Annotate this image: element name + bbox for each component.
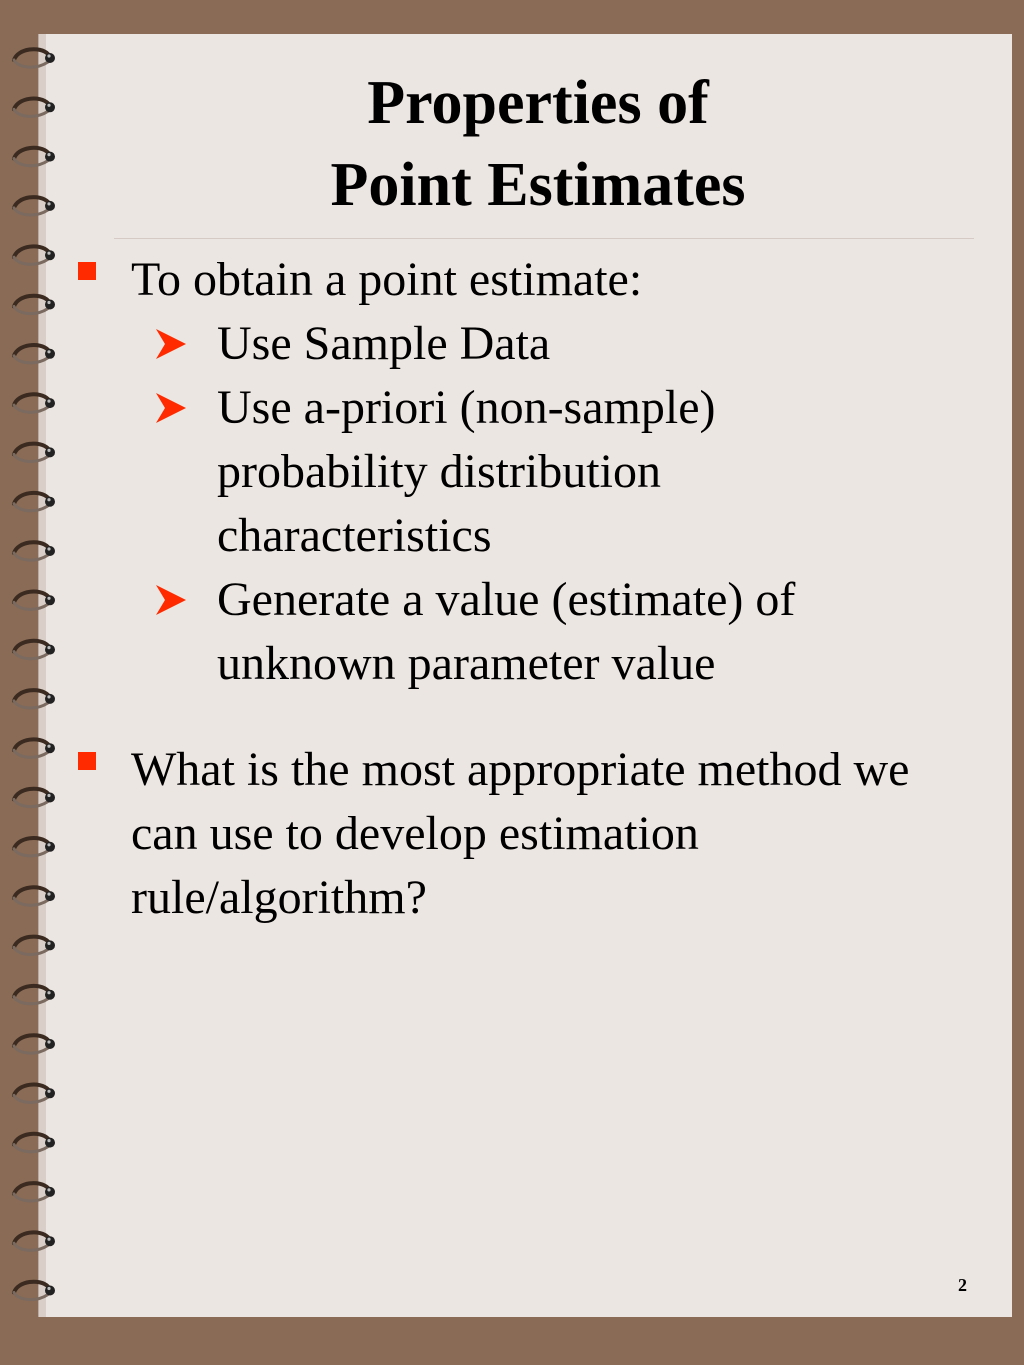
spiral-ring-icon: [14, 148, 55, 166]
spiral-ring-icon: [14, 1232, 55, 1250]
arrowhead-bullet-icon: [154, 327, 188, 361]
square-bullet-icon: [78, 262, 96, 280]
spiral-ring-icon: [14, 789, 55, 807]
spiral-ring-icon: [14, 838, 55, 856]
title-line-1: Properties of: [367, 69, 709, 137]
arrowhead-bullet-icon: [154, 583, 188, 617]
sub-item-1-line-1: Use Sample Data: [217, 317, 551, 370]
spiral-ring-icon: [14, 739, 55, 757]
title-line-2: Point Estimates: [330, 151, 746, 219]
spiral-ring-icon: [14, 394, 55, 412]
spiral-ring-icon: [14, 887, 55, 905]
spiral-ring-icon: [14, 296, 55, 314]
spiral-ring-icon: [14, 986, 55, 1004]
bullet-1-text: To obtain a point estimate:: [131, 253, 643, 306]
bullet-2-line-2: can use to develop estimation: [131, 807, 699, 860]
spiral-ring-icon: [14, 246, 55, 264]
sub-item-3-line-2: unknown parameter value: [217, 637, 716, 690]
spiral-ring-icon: [14, 99, 55, 117]
spiral-ring-icon: [14, 690, 55, 708]
square-bullet-icon: [78, 752, 96, 770]
slide-title: [110, 62, 966, 226]
spiral-ring-icon: [14, 1035, 55, 1053]
spiral-ring-icon: [14, 345, 55, 363]
spiral-ring-icon: [14, 1134, 55, 1152]
spiral-ring-icon: [14, 542, 55, 560]
bullet-2-line-3: rule/algorithm?: [131, 871, 427, 924]
spiral-ring-icon: [14, 493, 55, 511]
sub-item-2-line-2: probability distribution: [217, 445, 661, 498]
arrowhead-bullet-icon: [154, 391, 188, 425]
spiral-ring-icon: [14, 1085, 55, 1103]
spiral-ring-icon: [14, 197, 55, 215]
sub-item-3-line-1: Generate a value (estimate) of: [217, 573, 796, 626]
sub-item-2-line-1: Use a-priori (non-sample): [217, 381, 716, 434]
spiral-ring-icon: [14, 1183, 55, 1201]
spiral-ring-icon: [14, 49, 55, 67]
spiral-ring-icon: [14, 1282, 55, 1300]
page-number: 2: [958, 1275, 967, 1295]
spiral-ring-icon: [14, 444, 55, 462]
spiral-ring-icon: [14, 641, 55, 659]
spiral-ring-icon: [14, 592, 55, 610]
sub-item-2-line-3: characteristics: [217, 509, 492, 562]
bullet-2-line-1: What is the most appropriate method we: [131, 743, 910, 796]
spiral-ring-icon: [14, 937, 55, 955]
spiral-binding: [8, 40, 68, 1315]
title-divider: [114, 238, 974, 239]
